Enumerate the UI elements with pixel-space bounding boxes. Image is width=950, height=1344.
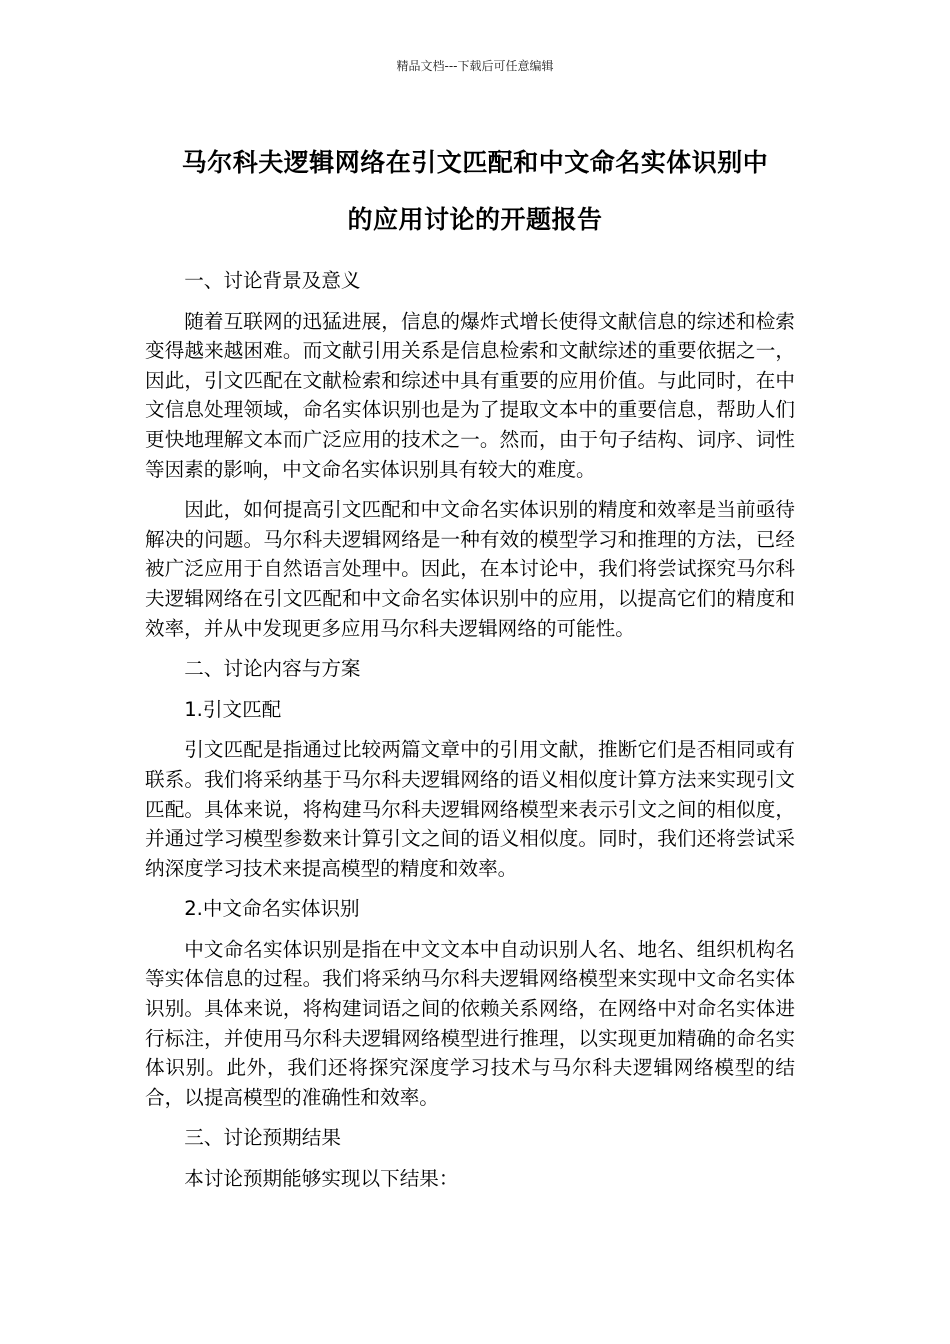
title-line-2: 的应用讨论的开题报告 bbox=[347, 205, 603, 234]
section-2-subheading-2: 2.中文命名实体识别 bbox=[184, 897, 360, 921]
section-2-subheading-1: 1.引文匹配 bbox=[184, 697, 282, 721]
section-1-paragraph-1: 随着互联网的迅猛进展，信息的爆炸式增长使得文献信息的综述和检索变得越来越困难。而文献引用关系是信息检索和文献综述的重要依据之一，因此，引文匹配在文献检索和综述中具有重要的应用价值。与此同时，在中文信息处理领域，命名实体识别也是为了提取文本中的重要信息，帮助人们更快地理解文本而广泛应用的技术之一。然而，由于句子结构、词序、词性等因素的影响，中文命名实体识别具有较大的难度。 bbox=[145, 309, 795, 481]
section-3-heading: 三、讨论预期结果 bbox=[184, 1126, 341, 1150]
section-2-paragraph-2: 中文命名实体识别是指在中文文本中自动识别人名、地名、组织机构名等实体信息的过程。我们将采纳马尔科夫逻辑网络模型来实现中文命名实体识别。具体来说，将构建词语之间的依赖关系网络，在网络中对命名实体进行标注，并使用马尔科夫逻辑网络模型进行推理，以实现更加精确的命名实体识别。此外，我们还将探究深度学习技术与马尔科夫逻辑网络模型的结合，以提高模型的准确性和效率。 bbox=[145, 937, 795, 1109]
document-body bbox=[145, 266, 795, 1205]
section-3-paragraph-1: 本讨论预期能够实现以下结果： bbox=[184, 1167, 459, 1191]
section-2-heading: 二、讨论内容与方案 bbox=[184, 657, 361, 681]
section-1-paragraph-2: 因此，如何提高引文匹配和中文命名实体识别的精度和效率是当前亟待解决的问题。马尔科夫逻辑网络是一种有效的模型学习和推理的方法，已经被广泛应用于自然语言处理中。因此，在本讨论中，我们将尝试探究马尔科夫逻辑网络在引文匹配和中文命名实体识别中的应用，以提高它们的精度和效率，并从中发现更多应用马尔科夫逻辑网络的可能性。 bbox=[145, 498, 795, 640]
section-2-paragraph-1: 引文匹配是指通过比较两篇文章中的引用文献，推断它们是否相同或有联系。我们将采纳基于马尔科夫逻辑网络的语义相似度计算方法来实现引文匹配。具体来说，将构建马尔科夫逻辑网络模型来表示引文之间的相似度，并通过学习模型参数来计算引文之间的语义相似度。同时，我们还将尝试采纳深度学习技术来提高模型的精度和效率。 bbox=[145, 738, 795, 880]
section-1-heading: 一、讨论背景及意义 bbox=[184, 269, 361, 292]
page-header: 精品文档---下载后可任意编辑 bbox=[396, 59, 554, 73]
title-line-1: 马尔科夫逻辑网络在引文匹配和中文命名实体识别中 bbox=[181, 148, 769, 177]
document-title bbox=[135, 134, 815, 248]
